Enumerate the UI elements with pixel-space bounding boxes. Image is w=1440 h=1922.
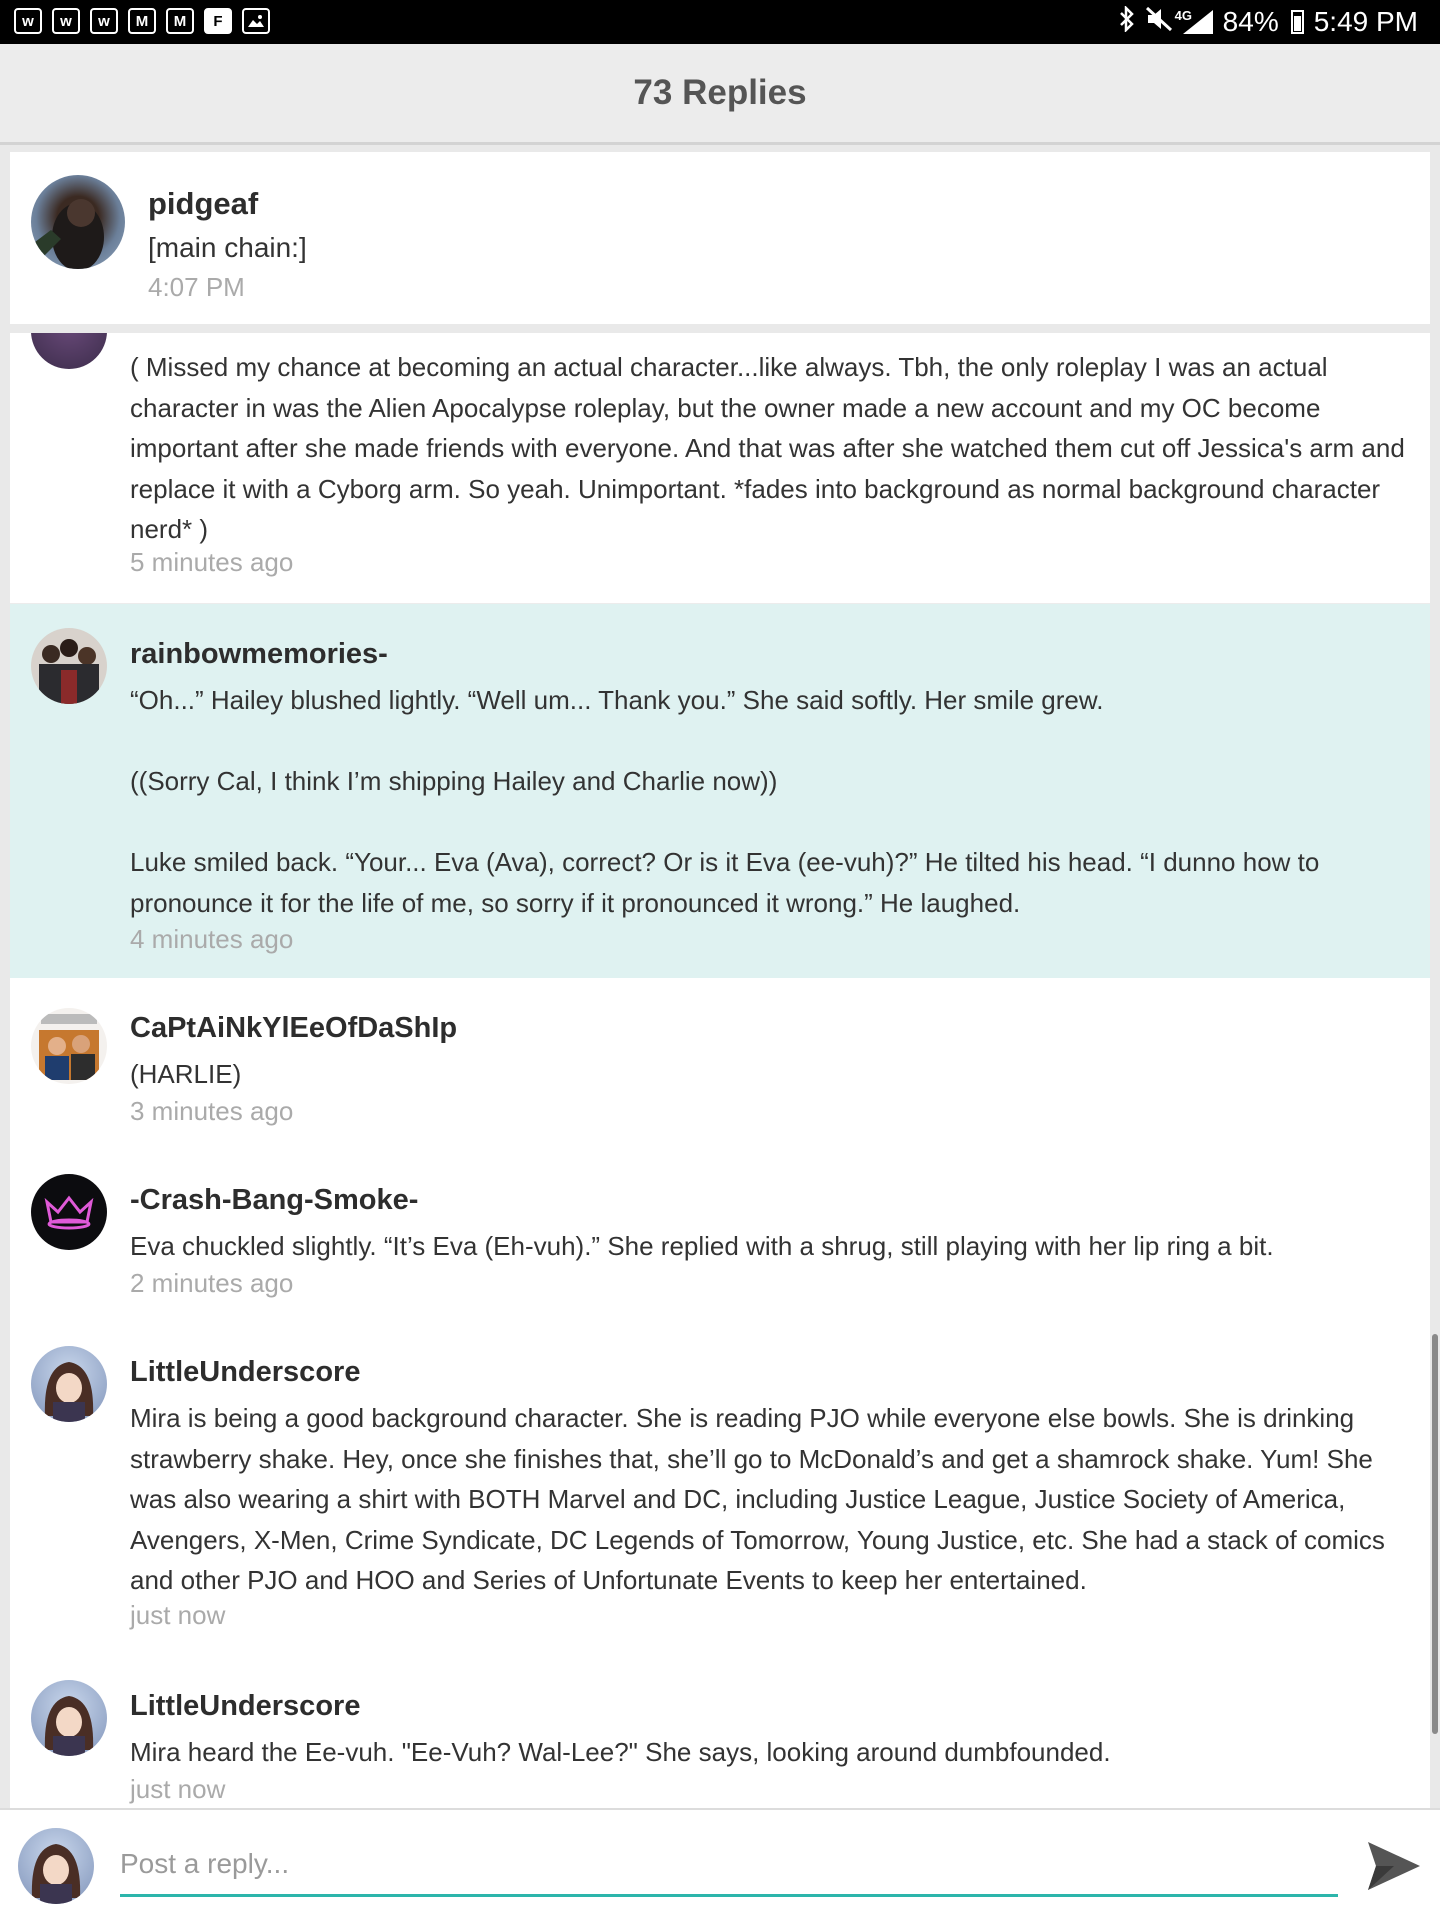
reply-item: [10, 1656, 1430, 1808]
avatar[interactable]: [31, 333, 107, 369]
username[interactable]: CaPtAiNkYlEeOfDaShIp: [130, 1012, 458, 1044]
reply-time: 4 minutes ago: [130, 924, 294, 954]
reply-text: (HARLIE): [130, 1059, 242, 1089]
scrollbar[interactable]: [1432, 1334, 1438, 1734]
avatar[interactable]: [31, 1008, 107, 1084]
post-text: [main chain:]: [148, 232, 307, 263]
my-avatar: [18, 1828, 94, 1904]
reply-bar: [0, 1808, 1440, 1922]
network-type: 4G: [1174, 8, 1193, 23]
page-title: 73 Replies: [633, 73, 807, 112]
reply-item-highlighted: [10, 604, 1430, 978]
username[interactable]: LittleUnderscore: [130, 1690, 361, 1722]
signal-icon: [1174, 8, 1213, 34]
app-w-icon: w: [90, 8, 118, 34]
send-icon: [1366, 1840, 1422, 1892]
status-bar: [0, 0, 1440, 44]
reply-time: just now: [130, 1600, 226, 1630]
bluetooth-icon: [1119, 6, 1135, 39]
reply-time: 3 minutes ago: [130, 1096, 294, 1126]
mute-icon: [1145, 6, 1173, 39]
username[interactable]: -Crash-Bang-Smoke-: [130, 1184, 419, 1216]
reply-input[interactable]: [120, 1834, 1338, 1897]
reply-item: [10, 333, 1430, 605]
original-post[interactable]: [10, 152, 1430, 324]
battery-icon: [1291, 10, 1304, 34]
header: [0, 44, 1440, 145]
reply-text: Mira is being a good background character. She is reading PJO while everyone else bowls. She is drinking strawberry shake. Hey, once she finishes that, she’ll go to McDonald’s and get a shamrock shake. Yum! She was also wearing a shirt with BOTH Marvel and DC, including Justice League, Justice Society of America, Avengers, X-Men, Crime Syndicate, DC Legends of Tomorrow, Young Justice, etc. She had a stack of comics and other PJO and HOO and Series of Unfortunate Events to keep her entertained.: [130, 1403, 1385, 1595]
reply-text: ( Missed my chance at becoming an actual character...like always. Tbh, the only roleplay I was an actual character in was the Alien Apocalypse roleplay, but the owner made a new account and my OC become important after she made friends with everyone. And that was after she watched them cut off Jessica's arm and replace it with a Cyborg arm. So yeah. Unimportant. *fades into background as normal background character nerd* ): [130, 352, 1405, 544]
reply-item: [10, 1150, 1430, 1324]
reply-time: 5 minutes ago: [130, 547, 294, 577]
avatar[interactable]: [31, 175, 125, 269]
avatar[interactable]: [31, 1174, 107, 1250]
send-button[interactable]: [1366, 1840, 1422, 1892]
system-icons: [1119, 0, 1418, 44]
clock: 5:49 PM: [1313, 6, 1418, 37]
app-w-icon: w: [14, 8, 42, 34]
reply-item: [10, 978, 1430, 1152]
app-w-icon: w: [52, 8, 80, 34]
reply-text: “Oh...” Hailey blushed lightly. “Well um... Thank you.” She said softly. Her smile grew. ((Sorry Cal, I think I’m shipping Hailey and Charlie now)) Luke smiled back. “Your... Eva (Ava), correct? Or is it Eva (ee-vuh)?” He tilted his head. “I dunno how to pronounce it for the life of me, so sorry if it pronounced it wrong.” He laughed.: [130, 685, 1320, 918]
avatar[interactable]: [31, 1680, 107, 1756]
gallery-icon: [242, 8, 270, 34]
username[interactable]: pidgeaf: [148, 186, 259, 221]
post-time: 4:07 PM: [148, 272, 245, 302]
reply-text: Mira heard the Ee-vuh. "Ee-Vuh? Wal-Lee?" She says, looking around dumbfounded.: [130, 1737, 1111, 1767]
username[interactable]: rainbowmemories-: [130, 638, 388, 670]
reply-time: 2 minutes ago: [130, 1268, 294, 1298]
avatar[interactable]: [31, 1346, 107, 1422]
mail-icon: M: [166, 8, 194, 34]
gmail-icon: M: [128, 8, 156, 34]
flipboard-icon: F: [204, 8, 232, 34]
reply-text: Eva chuckled slightly. “It’s Eva (Eh-vuh).” She replied with a shrug, still playing with her lip ring a bit.: [130, 1231, 1274, 1261]
avatar[interactable]: [31, 628, 107, 704]
battery-percent: 84%: [1222, 6, 1279, 37]
username[interactable]: LittleUnderscore: [130, 1356, 361, 1388]
reply-time: just now: [130, 1774, 226, 1804]
reply-item: [10, 1322, 1430, 1658]
notification-icons: [14, 8, 270, 34]
